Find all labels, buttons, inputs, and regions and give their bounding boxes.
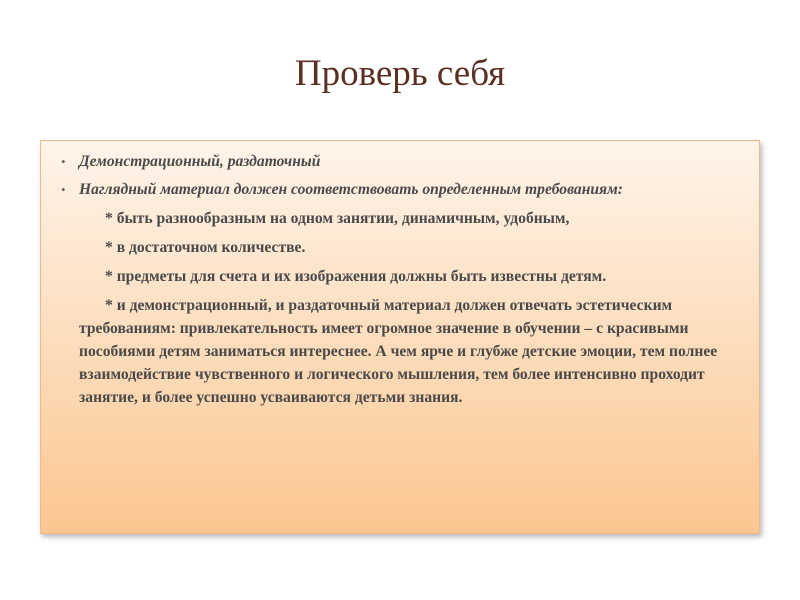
requirement-line: * в достаточном количестве. [105,239,306,256]
bullet-item [61,179,741,201]
content-box [40,140,760,534]
bullet-item [61,151,741,173]
bullet-icon: • [61,182,66,197]
bullet-icon: • [61,154,66,169]
bullet-text: Наглядный материал должен соответствовать определенным требованиям: [79,181,623,198]
slide-title: Проверь себя [294,53,506,94]
aesthetic-paragraph: * и демонстрационный, и раздаточный материал должен отвечать эстетическим требованиям: привлекательность имеет огромное значение в обучении – с красивыми пособиями детям заниматься интереснее. А чем ярче и глубже детские эмоции, тем полнее взаимодействие чувственного и логического мышления, тем более интенсивно проходит занятие, и более успешно усваиваются детьми знания. [79,297,718,406]
requirement-line: * быть разнообразным на одном занятии, динамичным, удобным, [105,210,570,227]
bullet-text: Демонстрационный, раздаточный [79,153,321,170]
requirement-line: * предметы для счета и их изображения должны быть известны детям. [105,268,607,285]
